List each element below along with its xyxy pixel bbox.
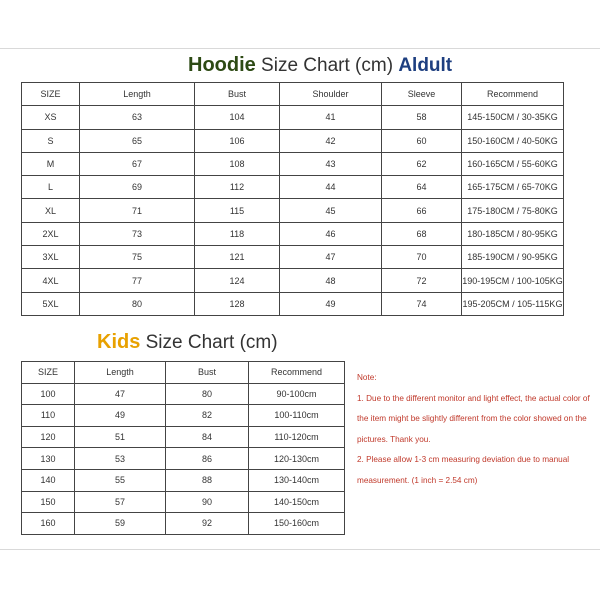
adult-cell: 3XL [22,246,80,269]
kids-cell: 140 [22,469,75,491]
kids-header-cell: SIZE [22,362,75,384]
adult-cell: 66 [382,199,462,222]
kids-cell: 130 [22,448,75,470]
table-row [22,513,345,535]
adult-header-cell: Recommend [462,83,564,106]
adult-title-adult: Aldult [398,55,453,76]
adult-cell: XL [22,199,80,222]
kids-title-size-chart: Size Chart (cm) [140,332,278,353]
adult-cell: 112 [195,176,280,199]
note-line-1: 1. Due to the different monitor and light effect, the actual color of the item might be slightly different from the color showed on the pictures. Thank you. [357,393,590,444]
adult-header-cell: Bust [195,83,280,106]
adult-cell: 72 [382,269,462,292]
kids-cell: 59 [75,513,166,535]
kids-cell: 120-130cm [249,448,345,470]
adult-title-size-chart: Size Chart (cm) [255,55,399,76]
kids-header-row [22,362,345,384]
adult-cell: 4XL [22,269,80,292]
adult-cell: 42 [280,129,382,152]
kids-cell: 110-120cm [249,426,345,448]
kids-size-table [21,361,345,535]
adult-cell: 71 [80,199,195,222]
kids-cell: 51 [75,426,166,448]
kids-header-cell: Bust [166,362,249,384]
adult-cell: 5XL [22,292,80,315]
adult-header-cell: Length [80,83,195,106]
adult-cell: 67 [80,152,195,175]
kids-cell: 100 [22,383,75,405]
table-row [22,199,564,222]
kids-cell: 140-150cm [249,491,345,513]
adult-cell: 60 [382,129,462,152]
adult-cell: 80 [80,292,195,315]
kids-cell: 90 [166,491,249,513]
kids-cell: 150 [22,491,75,513]
table-row [22,426,345,448]
kids-cell: 110 [22,405,75,427]
adult-cell: 2XL [22,222,80,245]
kids-table-header [22,362,345,384]
kids-cell: 82 [166,405,249,427]
adult-cell: 124 [195,269,280,292]
adult-cell: 106 [195,129,280,152]
adult-cell: 165-175CM / 65-70KG [462,176,564,199]
table-row [22,152,564,175]
kids-cell: 160 [22,513,75,535]
kids-cell: 80 [166,383,249,405]
kids-table-body [22,383,345,534]
adult-chart-title [188,55,452,75]
adult-header-cell: Shoulder [280,83,382,106]
adult-cell: 62 [382,152,462,175]
kids-cell: 53 [75,448,166,470]
bottom-divider [0,549,600,550]
table-row [22,448,345,470]
table-row [22,292,564,315]
table-row [22,246,564,269]
kids-cell: 49 [75,405,166,427]
table-row [22,269,564,292]
adult-cell: 104 [195,106,280,129]
adult-cell: 48 [280,269,382,292]
note-heading: Note: [357,373,377,382]
kids-cell: 90-100cm [249,383,345,405]
adult-header-row [22,83,564,106]
adult-cell: 190-195CM / 100-105KG [462,269,564,292]
adult-cell: 46 [280,222,382,245]
adult-cell: 47 [280,246,382,269]
adult-cell: 160-165CM / 55-60KG [462,152,564,175]
adult-cell: 49 [280,292,382,315]
kids-cell: 86 [166,448,249,470]
adult-cell: 43 [280,152,382,175]
note-line-2: 2. Please allow 1-3 cm measuring deviation due to manual measurement. (1 inch = 2.54 cm) [357,455,570,485]
kids-title-kids: Kids [97,331,141,353]
adult-cell: 69 [80,176,195,199]
adult-cell: S [22,129,80,152]
table-row [22,383,345,405]
adult-size-table [21,82,564,316]
adult-cell: 180-185CM / 80-95KG [462,222,564,245]
kids-cell: 92 [166,513,249,535]
adult-cell: 195-205CM / 105-115KG [462,292,564,315]
table-row [22,405,345,427]
adult-cell: 58 [382,106,462,129]
note-block [357,368,592,492]
adult-cell: 150-160CM / 40-50KG [462,129,564,152]
adult-cell: 45 [280,199,382,222]
adult-cell: 64 [382,176,462,199]
adult-cell: M [22,152,80,175]
kids-cell: 57 [75,491,166,513]
kids-chart-title [97,332,278,352]
adult-table-body [22,106,564,316]
table-row [22,176,564,199]
adult-cell: 41 [280,106,382,129]
adult-title-hoodie: Hoodie [188,54,256,76]
adult-cell: 128 [195,292,280,315]
table-row [22,469,345,491]
top-divider [0,48,600,49]
kids-cell: 84 [166,426,249,448]
kids-cell: 150-160cm [249,513,345,535]
adult-cell: 68 [382,222,462,245]
adult-cell: 118 [195,222,280,245]
adult-cell: 74 [382,292,462,315]
table-row [22,491,345,513]
adult-cell: 77 [80,269,195,292]
adult-cell: 44 [280,176,382,199]
adult-cell: 145-150CM / 30-35KG [462,106,564,129]
kids-header-cell: Recommend [249,362,345,384]
adult-cell: 175-180CM / 75-80KG [462,199,564,222]
adult-cell: 75 [80,246,195,269]
adult-cell: L [22,176,80,199]
adult-cell: 121 [195,246,280,269]
adult-cell: XS [22,106,80,129]
kids-cell: 47 [75,383,166,405]
kids-cell: 130-140cm [249,469,345,491]
adult-table-header [22,83,564,106]
adult-cell: 115 [195,199,280,222]
adult-header-cell: SIZE [22,83,80,106]
kids-cell: 88 [166,469,249,491]
kids-cell: 55 [75,469,166,491]
adult-header-cell: Sleeve [382,83,462,106]
adult-cell: 73 [80,222,195,245]
table-row [22,106,564,129]
adult-cell: 65 [80,129,195,152]
adult-cell: 108 [195,152,280,175]
adult-cell: 185-190CM / 90-95KG [462,246,564,269]
kids-cell: 100-110cm [249,405,345,427]
adult-cell: 70 [382,246,462,269]
kids-header-cell: Length [75,362,166,384]
table-row [22,222,564,245]
kids-cell: 120 [22,426,75,448]
adult-cell: 63 [80,106,195,129]
table-row [22,129,564,152]
